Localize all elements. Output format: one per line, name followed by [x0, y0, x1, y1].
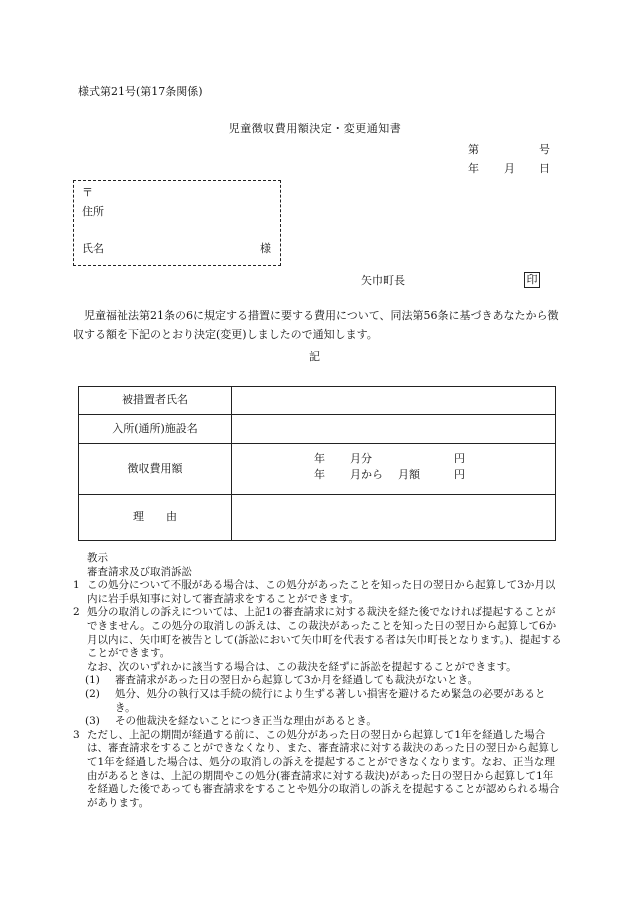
- sub-text: 処分、処分の執行又は手続の続行により生ずる著しい損害を避けるため緊急の必要があるとき。: [115, 687, 546, 714]
- date-day-label: 日: [539, 162, 550, 175]
- fee1-year: 年: [314, 452, 325, 465]
- item-text: ただし、上記の期間が経過する前に、この処分があった日の翌日から起算して1年を経過した場合は、審査請求をすることができなくなり、また、審査請求に対する裁決のあった日の翌日から起算して1年を経過した場合は、処分の取消しの訴えを提起することができなくなります。なお、正当な理由があるときは、上記の期間やこの処分(審査請求に対する裁決)があった日の翌日から起算して1年を経過した後であっても審査請求をすることや処分の取消しの訴えを提起することが認められる場合があります。: [87, 728, 560, 809]
- instructions-subheading: 審査請求及び取消訴訟: [87, 565, 192, 578]
- reference-go: 号: [539, 143, 550, 156]
- item-number: 1: [73, 579, 80, 592]
- table-row: [79, 415, 556, 444]
- issuer-name: 矢巾町長: [361, 274, 405, 287]
- fee2-month-from: 月から: [350, 468, 383, 481]
- sub-text: その他裁決を経ないことにつき正当な理由があるとき。: [115, 715, 377, 728]
- instruction-item-3: [73, 729, 563, 811]
- exception-item-2: [73, 688, 563, 715]
- seal-mark: 印: [524, 272, 540, 288]
- item-number: 2: [73, 606, 80, 619]
- sub-number: (1): [85, 674, 100, 687]
- fee-table: [78, 386, 556, 541]
- value-person-name: [232, 387, 556, 415]
- label-reason: 理 由: [79, 495, 232, 541]
- instruction-item-1: [73, 579, 563, 606]
- notice-paragraph-text: 児童福祉法第21条の6に規定する措置に要する費用について、同法第56条に基づきあなたから徴収する額を下記のとおり決定(変更)しましたので通知します。: [73, 309, 559, 341]
- table-row: [79, 495, 556, 541]
- fee1-yen: 円: [454, 452, 465, 465]
- fee2-monthly: 月額: [398, 468, 420, 481]
- value-reason: [232, 495, 556, 541]
- item-text: 処分の取消しの訴えについては、上記1の審査請求に対する裁決を経た後でなければ提起することができません。この処分の取消しの訴えは、この裁決があったことを知った日の翌日から起算して6か月以内に、矢巾町を被告として(訴訟において矢巾町を代表する者は矢巾町長となります。)、提起することができます。: [87, 606, 562, 660]
- document-title: 児童徴収費用額決定・変更通知書: [228, 122, 402, 135]
- item-text: この処分について不服がある場合は、この処分があったことを知った日の翌日から起算して3か月以内に岩手県知事に対して審査請求をすることができます。: [87, 579, 556, 605]
- name-label: 氏名: [82, 242, 104, 255]
- label-person-name: 被措置者氏名: [79, 387, 232, 415]
- sub-number: (3): [85, 715, 100, 728]
- fee1-month: 月分: [350, 452, 372, 465]
- exception-item-1: [73, 674, 563, 688]
- value-fee-amount: [232, 444, 556, 495]
- date-month-label: 月: [504, 162, 515, 175]
- instructions-section: [73, 552, 563, 810]
- label-facility-name: 入所(通所)施設名: [79, 415, 232, 444]
- fee2-yen: 円: [454, 468, 465, 481]
- item-number: 3: [73, 728, 80, 741]
- instructions-heading: 教示: [87, 552, 108, 564]
- table-row: [79, 444, 556, 495]
- label-fee-amount: 徴収費用額: [79, 444, 232, 495]
- address-box: [73, 180, 281, 266]
- date-year-label: 年: [468, 162, 479, 175]
- form-number: 様式第21号(第17条関係): [78, 85, 203, 98]
- fee2-year: 年: [314, 468, 325, 481]
- honorific: 様: [260, 242, 271, 255]
- ki-mark: 記: [309, 350, 320, 363]
- reference-dai: 第: [468, 143, 479, 156]
- postal-mark: 〒: [82, 186, 93, 199]
- sub-number: (2): [85, 687, 100, 700]
- value-facility-name: [232, 415, 556, 444]
- exception-item-3: [73, 715, 563, 729]
- exception-note: なお、次のいずれかに該当する場合は、この裁決を経ずに訴訟を提起することができます。: [87, 660, 517, 673]
- table-row: [79, 387, 556, 415]
- instruction-item-2: [73, 606, 563, 660]
- address-label: 住所: [82, 205, 104, 218]
- notice-paragraph: [73, 306, 561, 344]
- sub-text: 審査請求があった日の翌日から起算して3か月を経過しても裁決がないとき。: [115, 674, 479, 687]
